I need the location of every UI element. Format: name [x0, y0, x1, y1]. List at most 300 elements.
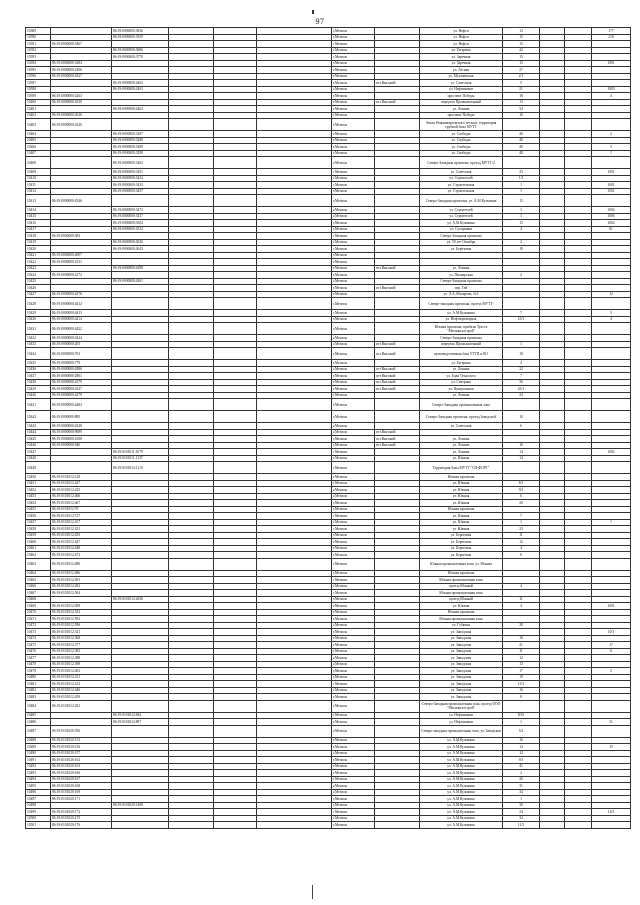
- unit-cell: 61: [592, 226, 631, 233]
- cadastral-number-cell: 86:19:0101012:492: [51, 583, 112, 590]
- city-cell: г.Мегион: [332, 175, 375, 182]
- unit-cell: 3: [592, 144, 631, 151]
- row-id-cell: 10501: [26, 822, 51, 829]
- street-cell: Северо-Западная промзона, ул. А.М.Кузьмина: [420, 195, 503, 207]
- unit-cell: 216: [592, 34, 631, 41]
- street-cell: ул. Береговая: [420, 545, 503, 552]
- building-cell: [540, 462, 565, 474]
- cadastral-number-cell: 86:19:0000000:4479: [51, 392, 112, 399]
- house-number-cell: 10: [503, 348, 540, 360]
- house-number-cell: 40: [503, 131, 540, 138]
- row-id-cell: 10469: [26, 603, 51, 610]
- street-cell: ул. Гагарина: [420, 47, 503, 54]
- city-cell: г.Мегион: [332, 348, 375, 360]
- house-number-cell: 7: [503, 373, 540, 380]
- house-number-cell: 1: [503, 213, 540, 220]
- cadastral-number-2-cell: [112, 411, 169, 423]
- unit-cell: [592, 462, 631, 474]
- apartment-cell: [565, 298, 592, 310]
- unit-cell: [592, 119, 631, 131]
- house-number-cell: [503, 298, 540, 310]
- city-cell: г.Мегион: [332, 429, 375, 436]
- cadastral-number-cell: 86:19:0000000:779: [51, 360, 112, 367]
- cadastral-number-2-cell: 86:19:0000000:3836: [112, 28, 169, 35]
- row-id-cell: 10498: [26, 802, 51, 809]
- city-cell: г.Мегион: [332, 360, 375, 367]
- house-number-cell: 30: [503, 802, 540, 809]
- cadastral-number-cell: 86:19:0101012:368: [51, 635, 112, 642]
- street-cell: Южная промышленная зона, ул. Южная: [420, 558, 503, 570]
- house-number-cell: 15: [503, 41, 540, 48]
- house-number-cell: 8/25: [503, 712, 540, 719]
- street-cell: ул. Заводская: [420, 668, 503, 675]
- street-cell: ул. Советская: [420, 80, 503, 87]
- cadastral-number-cell: 86:19:0000000:4320: [51, 119, 112, 131]
- settlement-cell: [375, 462, 420, 474]
- cadastral-number-cell: 86:19:0101020:162: [51, 757, 112, 764]
- city-cell: г.Мегион: [332, 757, 375, 764]
- street-cell: Северо-западная промышленная зона, ул. Заводская: [420, 725, 503, 737]
- row-id-cell: 10465: [26, 577, 51, 584]
- city-cell: г.Мегион: [332, 700, 375, 712]
- city-cell: г.Мегион: [332, 694, 375, 701]
- settlement-cell: [375, 119, 420, 131]
- city-cell: г.Мегион: [332, 373, 375, 380]
- cadastral-number-cell: 86:19:0101012:447: [51, 539, 112, 546]
- city-cell: г.Мегион: [332, 99, 375, 106]
- street-cell: ул. Строителей: [420, 213, 503, 220]
- settlement-cell: пгт.Высокий: [375, 442, 420, 449]
- house-number-cell: 23/1: [503, 316, 540, 323]
- house-number-cell: [503, 157, 540, 169]
- house-number-cell: 13/1: [503, 681, 540, 688]
- city-cell: г.Мегион: [332, 487, 375, 494]
- building-cell: [540, 195, 565, 207]
- apartment-cell: [565, 348, 592, 360]
- row-id-cell: 10499: [26, 809, 51, 816]
- row-id-cell: 10423: [26, 265, 51, 272]
- city-cell: г.Мегион: [332, 603, 375, 610]
- street-cell: Северо-Западная промышленная зона: [420, 399, 503, 411]
- empty-cell: [169, 411, 214, 423]
- empty-cell: [169, 119, 214, 131]
- row-id-cell: 10425: [26, 278, 51, 285]
- settlement-cell: пгт.Высокий: [375, 366, 420, 373]
- row-id-cell: 10411: [26, 182, 51, 189]
- table-row: [26, 822, 631, 829]
- row-id-cell: 10398: [26, 86, 51, 93]
- city-cell: г.Мегион: [332, 809, 375, 816]
- city-cell: г.Мегион: [332, 750, 375, 757]
- house-number-cell: 23: [503, 169, 540, 176]
- building-cell: [540, 700, 565, 712]
- empty-cell: [169, 157, 214, 169]
- city-cell: г.Мегион: [332, 169, 375, 176]
- row-id-cell: 10472: [26, 622, 51, 629]
- cadastral-number-cell: 86:19:0101012:504: [51, 590, 112, 597]
- house-number-cell: 13: [503, 99, 540, 106]
- street-cell: ул. Свободы: [420, 150, 503, 157]
- cadastral-number-2-cell: 86:19:0000000:3291: [112, 169, 169, 176]
- cadastral-number-cell: 86:19:0101020:166: [51, 770, 112, 777]
- cadastral-number-cell: [51, 462, 112, 474]
- street-cell: ул. Южная: [420, 513, 503, 520]
- cadastral-number-cell: 86:19:0000000:4413: [51, 310, 112, 317]
- unit-cell: [592, 323, 631, 335]
- settlement-cell: [375, 195, 420, 207]
- city-cell: г.Мегион: [332, 577, 375, 584]
- house-number-cell: 22: [503, 366, 540, 373]
- city-cell: г.Мегион: [332, 590, 375, 597]
- row-id-cell: 10392: [26, 47, 51, 54]
- empty-cell: [169, 399, 214, 411]
- row-id-cell: 10497: [26, 796, 51, 803]
- street-cell: ул. Нефти: [420, 41, 503, 48]
- city-cell: г.Мегион: [332, 493, 375, 500]
- city-cell: г.Мегион: [332, 34, 375, 41]
- settlement-cell: пгт.Высокий: [375, 379, 420, 386]
- row-id-cell: 10416: [26, 220, 51, 227]
- cadastral-number-cell: 86:19:0101012:509: [51, 603, 112, 610]
- empty-cell: [214, 399, 257, 411]
- row-id-cell: 10449: [26, 462, 51, 474]
- street-cell: ул. А.М.Кузьмина: [420, 796, 503, 803]
- city-cell: г.Мегион: [332, 144, 375, 151]
- row-id-cell: 10455: [26, 506, 51, 513]
- street-cell: ул. Нефтяников: [420, 712, 503, 719]
- city-cell: г.Мегион: [332, 28, 375, 35]
- settlement-cell: [375, 323, 420, 335]
- house-number-cell: 12: [503, 539, 540, 546]
- unit-cell: 5: [592, 668, 631, 675]
- empty-cell: [214, 411, 257, 423]
- city-cell: г.Мегион: [332, 399, 375, 411]
- cadastral-number-cell: 86:19:0000000:4414: [51, 316, 112, 323]
- row-id-cell: 10446: [26, 442, 51, 449]
- house-number-cell: 11: [503, 596, 540, 603]
- city-cell: г.Мегион: [332, 67, 375, 74]
- city-cell: г.Мегион: [332, 73, 375, 80]
- city-cell: г.Мегион: [332, 526, 375, 533]
- unit-cell: 1: [592, 150, 631, 157]
- city-cell: г.Мегион: [332, 622, 375, 629]
- row-id-cell: 10450: [26, 474, 51, 481]
- house-number-cell: [503, 119, 540, 131]
- house-number-cell: 15: [503, 60, 540, 67]
- street-cell: ул. Строителей: [420, 207, 503, 214]
- street-cell: ул. А.М.Кузьмина: [420, 776, 503, 783]
- city-cell: г.Мегион: [332, 182, 375, 189]
- row-id-cell: 10486: [26, 719, 51, 726]
- cadastral-number-cell: 86:19:0000000:4172: [51, 272, 112, 279]
- city-cell: г.Мегион: [332, 513, 375, 520]
- row-id-cell: 10428: [26, 298, 51, 310]
- cadastral-number-cell: 86:19:0101012:486: [51, 570, 112, 577]
- house-number-cell: 16: [503, 112, 540, 119]
- cadastral-number-2-cell: 86:19:0000000:3437: [112, 213, 169, 220]
- empty-cell: [214, 822, 257, 829]
- city-cell: г.Мегион: [332, 500, 375, 507]
- row-id-cell: 10484: [26, 700, 51, 712]
- empty-cell: [214, 119, 257, 131]
- house-number-cell: 18: [503, 93, 540, 100]
- settlement-cell: пгт.Высокий: [375, 386, 420, 393]
- house-number-cell: 40: [503, 137, 540, 144]
- street-cell: ул. Ленина: [420, 442, 503, 449]
- empty-cell: [257, 462, 332, 474]
- building-cell: [540, 558, 565, 570]
- street-cell: ул. А.М.Кузьмина: [420, 757, 503, 764]
- house-number-cell: 5/2: [503, 725, 540, 737]
- row-id-cell: 10438: [26, 379, 51, 386]
- house-number-cell: 9/1: [503, 487, 540, 494]
- unit-cell: 15: [592, 744, 631, 751]
- page-number: 97: [315, 17, 325, 26]
- city-cell: г.Мегион: [332, 137, 375, 144]
- cadastral-number-cell: [51, 157, 112, 169]
- street-cell: ул. А.М.Кузьмина: [420, 744, 503, 751]
- street-cell: проспект Победы: [420, 93, 503, 100]
- cadastral-number-2-cell: 86:19:0101012:844: [112, 712, 169, 719]
- street-cell: ул. Южная: [420, 519, 503, 526]
- apartment-cell: [565, 157, 592, 169]
- register-body: [26, 28, 631, 829]
- street-cell: ул. Ленина: [420, 106, 503, 113]
- street-cell: ул. Мухачевская: [420, 73, 503, 80]
- empty-cell: [257, 411, 332, 423]
- empty-cell: [169, 700, 214, 712]
- cadastral-number-cell: 86:19:0101012:435: [51, 532, 112, 539]
- unit-cell: 4: [592, 316, 631, 323]
- row-id-cell: 10456: [26, 513, 51, 520]
- city-cell: г.Мегион: [332, 480, 375, 487]
- street-cell: ул. Южная: [420, 480, 503, 487]
- house-number-cell: 7: [503, 310, 540, 317]
- house-number-cell: [503, 558, 540, 570]
- house-number-cell: 11/2: [503, 822, 540, 829]
- unit-cell: [592, 725, 631, 737]
- house-number-cell: 21: [503, 642, 540, 649]
- city-cell: г.Мегион: [332, 763, 375, 770]
- house-number-cell: 6/1: [503, 480, 540, 487]
- cadastral-number-cell: 86:19:0000000:3284: [51, 60, 112, 67]
- empty-cell: [214, 558, 257, 570]
- house-number-cell: 19: [503, 246, 540, 253]
- city-cell: г.Мегион: [332, 506, 375, 513]
- settlement-cell: [375, 700, 420, 712]
- house-number-cell: 10: [503, 411, 540, 423]
- street-cell: ул. Заречная: [420, 54, 503, 61]
- row-id-cell: 10467: [26, 590, 51, 597]
- unit-cell: [592, 157, 631, 169]
- cadastral-number-cell: 86:19:0000000:4327: [51, 386, 112, 393]
- row-id-cell: 10390: [26, 34, 51, 41]
- cadastral-number-2-cell: 86:19:0000000:3457: [112, 188, 169, 195]
- row-id-cell: 10459: [26, 532, 51, 539]
- street-cell: ул. Л.А.Абазарова, №3: [420, 291, 503, 298]
- street-cell: ул. Южная: [420, 526, 503, 533]
- house-number-cell: 18: [503, 635, 540, 642]
- cadastral-number-2-cell: [112, 558, 169, 570]
- unit-cell: 10/1: [592, 629, 631, 636]
- house-number-cell: 28: [503, 622, 540, 629]
- cadastral-number-cell: 86:19:0101020:168: [51, 783, 112, 790]
- empty-cell: [257, 822, 332, 829]
- unit-cell: [592, 399, 631, 411]
- cadastral-number-cell: 86:19:0101012:446: [51, 687, 112, 694]
- cadastral-number-cell: 86:19:0000000:4330: [51, 99, 112, 106]
- street-cell: Южная промзона: [420, 570, 503, 577]
- street-cell: ул. А.М.Кузьмина: [420, 822, 503, 829]
- cadastral-number-cell: 86:19:0101012:107: [51, 519, 112, 526]
- city-cell: г.Мегион: [332, 449, 375, 456]
- cadastral-number-2-cell: [112, 298, 169, 310]
- apartment-cell: [565, 195, 592, 207]
- house-number-cell: 19: [503, 674, 540, 681]
- unit-cell: 1006: [592, 213, 631, 220]
- city-cell: г.Мегион: [332, 519, 375, 526]
- cadastral-number-2-cell: 86:19:0000000:3263: [112, 157, 169, 169]
- cadastral-number-cell: 86:19:0000000:4007: [51, 252, 112, 259]
- cadastral-number-cell: 86:19:0101012:472: [51, 552, 112, 559]
- house-number-cell: 5: [503, 80, 540, 87]
- unit-cell: [592, 558, 631, 570]
- street-cell: ул. Ленина: [420, 265, 503, 272]
- street-cell: проезд Южный: [420, 596, 503, 603]
- cadastral-number-2-cell: 86:19:0000000:3532: [112, 226, 169, 233]
- street-cell: ул. Советская: [420, 169, 503, 176]
- cadastral-number-2-cell: 86:19:0000000:3433: [112, 182, 169, 189]
- city-cell: г.Мегион: [332, 661, 375, 668]
- building-cell: [540, 822, 565, 829]
- unit-cell: 1001: [592, 60, 631, 67]
- row-id-cell: 10414: [26, 207, 51, 214]
- street-cell: ул. Берёзовая: [420, 246, 503, 253]
- city-cell: г.Мегион: [332, 220, 375, 227]
- street-cell: ул. Заводская: [420, 661, 503, 668]
- street-cell: ул. А.М.Кузьмина: [420, 815, 503, 822]
- unit-cell: 4: [592, 93, 631, 100]
- row-id-cell: 10401: [26, 106, 51, 113]
- empty-cell: [257, 558, 332, 570]
- cadastral-number-cell: 86:19:0101012:403: [51, 668, 112, 675]
- cadastral-number-2-cell: 86:19:0000000:4463: [112, 106, 169, 113]
- cadastral-number-cell: 86:19:0000000:383: [51, 233, 112, 240]
- city-cell: г.Мегион: [332, 112, 375, 119]
- house-number-cell: 11: [503, 648, 540, 655]
- city-cell: г.Мегион: [332, 789, 375, 796]
- street-cell: проспект Победы: [420, 112, 503, 119]
- street-cell: ул. Заводская: [420, 681, 503, 688]
- cadastral-number-cell: 86:19:0000000:4327: [51, 73, 112, 80]
- row-id-cell: 10496: [26, 789, 51, 796]
- street-cell: ул. Нефтепроводная: [420, 316, 503, 323]
- row-id-cell: 10417: [26, 226, 51, 233]
- house-number-cell: 11: [503, 532, 540, 539]
- house-number-cell: 1: [503, 519, 540, 526]
- cadastral-number-2-cell: 86:19:0000000:3026: [112, 239, 169, 246]
- street-cell: ул. Южная: [420, 455, 503, 462]
- street-cell: ул. Южная: [420, 500, 503, 507]
- city-cell: г.Мегион: [332, 552, 375, 559]
- street-cell: Северо-Западная промзона: [420, 335, 503, 342]
- empty-cell: [169, 822, 214, 829]
- cadastral-number-cell: 86:19:0000000:4483: [51, 399, 112, 411]
- cadastral-number-cell: 86:19:0101012:452: [51, 700, 112, 712]
- city-cell: г.Мегион: [332, 796, 375, 803]
- city-cell: г.Мегион: [332, 570, 375, 577]
- house-number-cell: 34: [503, 789, 540, 796]
- building-cell: [540, 725, 565, 737]
- unit-cell: [592, 411, 631, 423]
- street-cell: Земли Нижневартовского лесхоза, территория трубной базы МУТТ: [420, 119, 503, 131]
- cadastral-number-2-cell: 86:19:0000000:3502: [112, 220, 169, 227]
- city-cell: г.Мегион: [332, 725, 375, 737]
- row-id-cell: 10431: [26, 323, 51, 335]
- row-id-cell: 10466: [26, 583, 51, 590]
- city-cell: г.Мегион: [332, 213, 375, 220]
- cadastral-number-2-cell: 86:19:0101012:1119: [112, 462, 169, 474]
- empty-cell: [257, 399, 332, 411]
- cadastral-number-cell: 86:19:0000000:763: [51, 348, 112, 360]
- house-number-cell: 4: [503, 545, 540, 552]
- row-id-cell: 10419: [26, 239, 51, 246]
- empty-cell: [214, 195, 257, 207]
- row-id-cell: 10451: [26, 480, 51, 487]
- row-id-cell: 10422: [26, 259, 51, 266]
- empty-cell: [169, 195, 214, 207]
- cadastral-number-2-cell: [112, 822, 169, 829]
- apartment-cell: [565, 462, 592, 474]
- city-cell: г.Мегион: [332, 226, 375, 233]
- street-cell: ул. Южная: [420, 493, 503, 500]
- row-id-cell: 10437: [26, 373, 51, 380]
- street-cell: ул. А.М.Кузьмина: [420, 809, 503, 816]
- street-cell: ул. Заводская: [420, 687, 503, 694]
- street-cell: переулок Промышленный: [420, 99, 503, 106]
- cadastral-number-cell: 86:19:0101012:128: [51, 474, 112, 481]
- city-cell: г.Мегион: [332, 310, 375, 317]
- unit-cell: 2: [592, 131, 631, 138]
- row-id-cell: 10394: [26, 60, 51, 67]
- row-id-cell: 10464: [26, 570, 51, 577]
- cadastral-number-cell: 86:19:0000000:4379: [51, 379, 112, 386]
- row-id-cell: 10495: [26, 783, 51, 790]
- cadastral-number-cell: 86:19:0000000:2886: [51, 366, 112, 373]
- cadastral-number-cell: 86:19:0101012:491: [51, 577, 112, 584]
- cadastral-number-2-cell: 86:19:0000000:3770: [112, 54, 169, 61]
- settlement-cell: пгт.Высокий: [375, 99, 420, 106]
- unit-cell: 1001: [592, 182, 631, 189]
- row-id-cell: 10399: [26, 93, 51, 100]
- row-id-cell: 10443: [26, 423, 51, 430]
- house-number-cell: 14: [503, 455, 540, 462]
- street-cell: ул. Заводская: [420, 648, 503, 655]
- row-id-cell: 10460: [26, 539, 51, 546]
- row-id-cell: 10475: [26, 642, 51, 649]
- city-cell: г.Мегион: [332, 298, 375, 310]
- cadastral-number-cell: 86:19:0000000:4422: [51, 323, 112, 335]
- cadastral-number-2-cell: 86:19:0000000:3288: [112, 137, 169, 144]
- city-cell: г.Мегион: [332, 341, 375, 348]
- cadastral-number-cell: 86:19:0000000:4131: [51, 259, 112, 266]
- street-cell: ул. Заречная: [420, 60, 503, 67]
- city-cell: г.Мегион: [332, 629, 375, 636]
- house-number-cell: 13: [503, 661, 540, 668]
- apartment-cell: [565, 700, 592, 712]
- city-cell: г.Мегион: [332, 41, 375, 48]
- row-id-cell: 10478: [26, 661, 51, 668]
